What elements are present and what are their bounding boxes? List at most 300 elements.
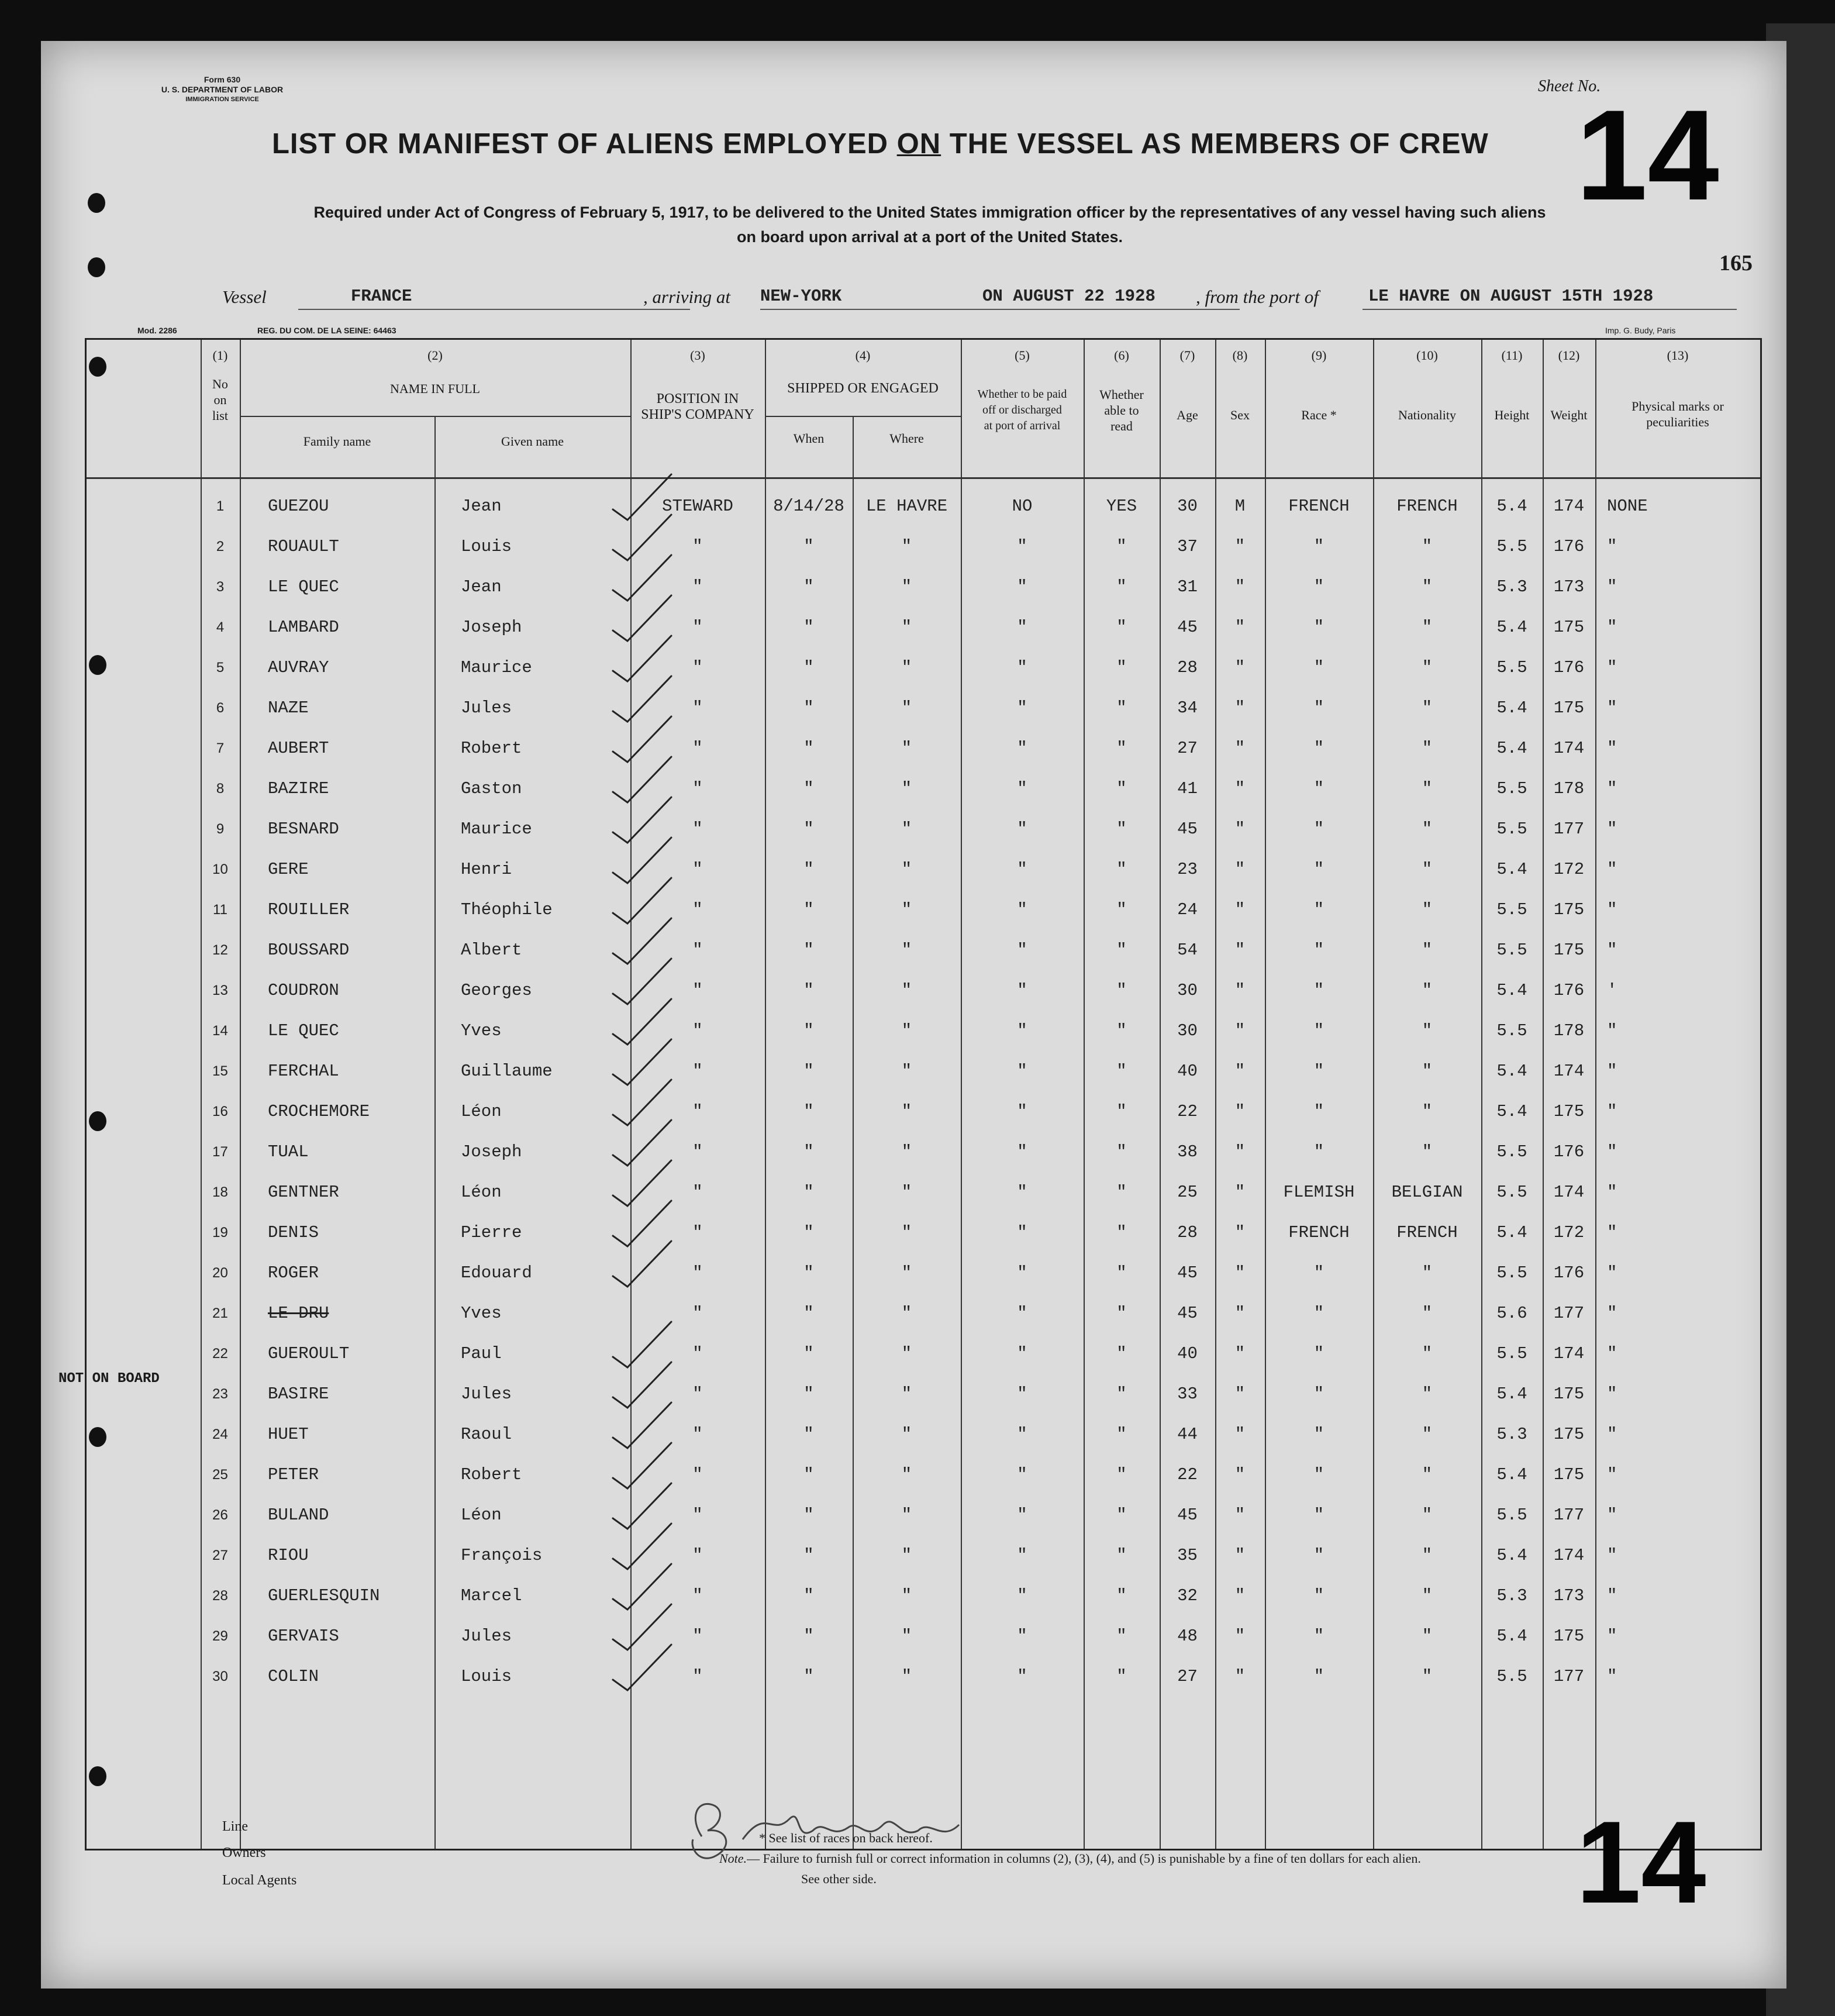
cell-marks: " — [1607, 860, 1617, 879]
cell-age: 41 — [1177, 779, 1198, 798]
cell-weight: 175 — [1553, 1384, 1585, 1404]
col-where-header: Where — [889, 431, 924, 446]
cell-no: 18 — [212, 1184, 228, 1200]
cell-sex: " — [1234, 1021, 1246, 1040]
check-mark — [613, 1120, 671, 1166]
col-shipped-header: SHIPPED OR ENGAGED — [787, 381, 939, 396]
cell-no: 28 — [212, 1588, 228, 1604]
cell-age: 45 — [1177, 819, 1198, 839]
department-name: U. S. DEPARTMENT OF LABOR — [161, 85, 284, 94]
cell-age: 40 — [1177, 1062, 1198, 1081]
sheet-label: Sheet No. — [1538, 77, 1601, 95]
cell-where: " — [901, 1183, 912, 1202]
cell-nationality: FRENCH — [1396, 497, 1458, 516]
cell-weight: 178 — [1553, 779, 1585, 798]
cell-weight: 172 — [1553, 860, 1585, 879]
cell-when: " — [803, 1062, 814, 1081]
cell-weight: 174 — [1553, 1183, 1585, 1202]
cell-paid: " — [1017, 1304, 1027, 1323]
cell-paid: " — [1017, 1505, 1027, 1525]
cell-height: 5.5 — [1496, 1344, 1527, 1363]
col-12-number: (12) — [1558, 348, 1580, 363]
cell-read: " — [1116, 1384, 1127, 1404]
cell-where: LE HAVRE — [865, 497, 948, 516]
cell-age: 33 — [1177, 1384, 1198, 1404]
cell-family: GUEZOU — [268, 497, 329, 516]
cell-no: 21 — [212, 1305, 228, 1321]
cell-where: " — [901, 698, 912, 718]
cell-no: 4 — [216, 619, 225, 635]
check-mark — [613, 1402, 671, 1448]
cell-age: 32 — [1177, 1586, 1198, 1605]
cell-when: " — [803, 618, 814, 637]
cell-age: 30 — [1177, 1021, 1198, 1040]
cell-nationality: " — [1422, 1465, 1433, 1484]
cell-weight: 175 — [1553, 1465, 1585, 1484]
cell-read: " — [1116, 1546, 1127, 1565]
cell-marks: " — [1607, 1223, 1617, 1242]
cell-height: 5.4 — [1496, 739, 1527, 758]
cell-where: " — [901, 1465, 912, 1484]
col-weight-header: Weight — [1550, 408, 1588, 422]
cell-nationality: " — [1422, 739, 1433, 758]
cell-paid: " — [1017, 1465, 1027, 1484]
title-part-on: ON — [896, 128, 941, 160]
cell-sex: " — [1234, 1223, 1246, 1242]
cell-sex: " — [1234, 1546, 1246, 1565]
manifest-page — [41, 41, 1786, 1989]
cell-paid: " — [1017, 739, 1027, 758]
cell-weight: 176 — [1553, 1142, 1585, 1162]
cell-paid: " — [1017, 1223, 1027, 1242]
cell-where: " — [901, 1021, 912, 1040]
cell-sex: " — [1234, 1465, 1246, 1484]
cell-no: 10 — [212, 861, 228, 877]
cell-weight: 175 — [1553, 1102, 1585, 1121]
cell-read: " — [1116, 1183, 1127, 1202]
title-part-1: LIST OR MANIFEST OF ALIENS EMPLOYED — [272, 128, 897, 160]
cell-family: GUEROULT — [268, 1344, 350, 1363]
cell-family: GERE — [268, 860, 309, 879]
cell-read: " — [1116, 1062, 1127, 1081]
cell-weight: 175 — [1553, 1626, 1585, 1646]
cell-paid: " — [1017, 860, 1027, 879]
cell-family: CROCHEMORE — [268, 1102, 370, 1121]
cell-given: Joseph — [461, 618, 522, 637]
cell-given: Jean — [461, 577, 502, 597]
check-mark — [613, 959, 671, 1004]
cell-weight: 174 — [1553, 739, 1585, 758]
cell-nationality: " — [1422, 819, 1433, 839]
cell-height: 5.6 — [1496, 1304, 1527, 1323]
check-mark — [613, 676, 671, 722]
cell-sex: " — [1234, 1062, 1246, 1081]
subtitle-line-2: on board upon arrival at a port of the United States. — [736, 228, 1123, 246]
cell-when: " — [803, 1586, 814, 1605]
cell-height: 5.4 — [1496, 860, 1527, 879]
cell-where: " — [901, 1546, 912, 1565]
cell-paid: " — [1017, 940, 1027, 960]
cell-race: " — [1313, 1626, 1324, 1646]
cell-weight: 176 — [1553, 537, 1585, 556]
cell-family: ROUAULT — [268, 537, 339, 556]
cell-marks: " — [1607, 940, 1617, 960]
cell-family: BULAND — [268, 1505, 329, 1525]
cell-height: 5.4 — [1496, 698, 1527, 718]
cell-no: 15 — [212, 1063, 228, 1079]
cell-nationality: " — [1422, 779, 1433, 798]
cell-no: 14 — [212, 1023, 228, 1039]
col-race-header: Race * — [1301, 408, 1337, 422]
cell-marks: " — [1607, 819, 1617, 839]
cell-position: " — [692, 779, 703, 798]
cell-read: " — [1116, 900, 1127, 919]
col-7-number: (7) — [1179, 348, 1195, 363]
col-paid-off-header: Whether to be paid off or discharged at port of arrival — [977, 388, 1067, 432]
cell-age: 30 — [1177, 497, 1198, 516]
cell-read: " — [1116, 1304, 1127, 1323]
cell-weight: 176 — [1553, 658, 1585, 677]
col-13-number: (13) — [1667, 348, 1689, 363]
cell-race: " — [1313, 658, 1324, 677]
from-underline — [1363, 309, 1737, 310]
cell-weight: 177 — [1553, 1667, 1585, 1686]
cell-weight: 175 — [1553, 940, 1585, 960]
cell-given: Paul — [461, 1344, 502, 1363]
cell-given: Jules — [461, 698, 512, 718]
bottom-sheet-number: 14 — [1576, 1797, 1706, 1928]
cell-age: 45 — [1177, 618, 1198, 637]
cell-sex: " — [1234, 1586, 1246, 1605]
cell-family: LE QUEC — [268, 1021, 339, 1040]
cell-marks: " — [1607, 1667, 1617, 1686]
cell-paid: " — [1017, 618, 1027, 637]
cell-marks: " — [1607, 1546, 1617, 1565]
cell-family: LE DRU — [268, 1304, 329, 1323]
cell-sex: " — [1234, 577, 1246, 597]
cell-where: " — [901, 1223, 912, 1242]
cell-read: " — [1116, 618, 1127, 637]
cell-read: " — [1116, 1344, 1127, 1363]
check-mark — [613, 1564, 671, 1610]
cell-given: Léon — [461, 1183, 502, 1202]
cell-marks: " — [1607, 1142, 1617, 1162]
sheet-number: 14 — [1576, 83, 1719, 227]
col-when-header: When — [793, 431, 825, 446]
cell-marks: " — [1607, 1102, 1617, 1121]
note-text: — Failure to furnish full or correct information in columns (2), (3), (4), and (5) is punishable by a fine of ten dollars for each alien. — [747, 1851, 1421, 1866]
check-mark — [613, 1322, 671, 1367]
cell-height: 5.5 — [1496, 940, 1527, 960]
cell-marks: " — [1607, 1505, 1617, 1525]
cell-paid: " — [1017, 577, 1027, 597]
cell-read: " — [1116, 1505, 1127, 1525]
cell-given: François — [461, 1546, 543, 1565]
cell-race: FRENCH — [1288, 1223, 1350, 1242]
cell-weight: 178 — [1553, 1021, 1585, 1040]
cell-height: 5.4 — [1496, 618, 1527, 637]
cell-marks: " — [1607, 1586, 1617, 1605]
cell-given: Louis — [461, 537, 512, 556]
col-10-number: (10) — [1416, 348, 1438, 363]
cell-when: " — [803, 1667, 814, 1686]
cell-no: 29 — [212, 1628, 228, 1644]
check-mark — [613, 1645, 671, 1690]
cell-sex: " — [1234, 981, 1246, 1000]
cell-weight: 176 — [1553, 1263, 1585, 1283]
cell-given: Georges — [461, 981, 532, 1000]
cell-position: " — [692, 658, 703, 677]
cell-height: 5.5 — [1496, 537, 1527, 556]
col-11-number: (11) — [1501, 348, 1523, 363]
cell-race: " — [1313, 1546, 1324, 1565]
footer-owners-label: Owners — [222, 1845, 266, 1860]
cell-age: 28 — [1177, 1223, 1198, 1242]
cell-position: " — [692, 819, 703, 839]
cell-race: " — [1313, 900, 1324, 919]
cell-where: " — [901, 779, 912, 798]
cell-read: " — [1116, 537, 1127, 556]
col-6-number: (6) — [1114, 348, 1129, 363]
cell-no: 9 — [216, 821, 225, 837]
cell-where: " — [901, 577, 912, 597]
cell-sex: " — [1234, 739, 1246, 758]
cell-where: " — [901, 658, 912, 677]
cell-family: GERVAIS — [268, 1626, 339, 1646]
cell-read: " — [1116, 1586, 1127, 1605]
cell-read: " — [1116, 779, 1127, 798]
cell-given: Henri — [461, 860, 512, 879]
footer-agents-label: Local Agents — [222, 1873, 297, 1888]
cell-when: " — [803, 1425, 814, 1444]
form-header — [146, 75, 298, 105]
cell-family: TUAL — [268, 1142, 309, 1162]
cell-weight: 173 — [1553, 1586, 1585, 1605]
cell-height: 5.5 — [1496, 779, 1527, 798]
cell-race: " — [1313, 1263, 1324, 1283]
cell-position: " — [692, 1263, 703, 1283]
cell-nationality: " — [1422, 658, 1433, 677]
check-mark — [613, 1241, 671, 1287]
cell-given: Léon — [461, 1102, 502, 1121]
not-on-board-note: NOT ON BOARD — [58, 1371, 160, 1387]
cell-race: " — [1313, 618, 1324, 637]
cell-nationality: " — [1422, 537, 1433, 556]
cell-age: 23 — [1177, 860, 1198, 879]
cell-race: " — [1313, 537, 1324, 556]
cell-read: " — [1116, 981, 1127, 1000]
cell-nationality: " — [1422, 1546, 1433, 1565]
check-mark — [613, 1604, 671, 1650]
cell-position: " — [692, 1102, 703, 1121]
arrival-date: ON AUGUST 22 1928 — [982, 287, 1156, 306]
cell-weight: 173 — [1553, 577, 1585, 597]
cell-given: Maurice — [461, 658, 532, 677]
cell-no: 13 — [212, 983, 228, 998]
cell-family: BOUSSARD — [268, 940, 350, 960]
cell-nationality: " — [1422, 900, 1433, 919]
check-mark — [613, 797, 671, 843]
footnote-see-other-side: See other side. — [801, 1872, 877, 1886]
col-read-header: Whether able to read — [1099, 387, 1144, 433]
registry-number: REG. DU COM. DE LA SEINE: 64463 — [257, 326, 396, 335]
cell-when: " — [803, 1021, 814, 1040]
cell-weight: 172 — [1553, 1223, 1585, 1242]
cell-race: " — [1313, 1304, 1324, 1323]
cell-weight: 175 — [1553, 698, 1585, 718]
cell-paid: NO — [1012, 497, 1033, 516]
cell-nationality: " — [1422, 1425, 1433, 1444]
cell-marks: " — [1607, 1425, 1617, 1444]
cell-when: " — [803, 1102, 814, 1121]
title-part-2: THE VESSEL AS MEMBERS OF CREW — [941, 128, 1489, 160]
arriving-port: NEW-YORK — [760, 287, 842, 306]
cell-sex: " — [1234, 900, 1246, 919]
cell-nationality: " — [1422, 1062, 1433, 1081]
cell-sex: " — [1234, 1667, 1246, 1686]
cell-read: " — [1116, 1102, 1127, 1121]
check-mark — [613, 918, 671, 964]
cell-race: " — [1313, 940, 1324, 960]
cell-read: " — [1116, 940, 1127, 960]
cell-no: 16 — [212, 1104, 228, 1119]
cell-paid: " — [1017, 1344, 1027, 1363]
cell-nationality: BELGIAN — [1391, 1183, 1463, 1202]
cell-weight: 176 — [1553, 981, 1585, 1000]
cell-weight: 174 — [1553, 1062, 1585, 1081]
cell-position: " — [692, 1021, 703, 1040]
cell-no: 2 — [216, 539, 225, 554]
cell-read: " — [1116, 860, 1127, 879]
cell-age: 24 — [1177, 900, 1198, 919]
cell-sex: " — [1234, 698, 1246, 718]
col-given-name-header: Given name — [501, 434, 564, 449]
cell-age: 31 — [1177, 577, 1198, 597]
cell-where: " — [901, 819, 912, 839]
cell-no: 25 — [212, 1467, 228, 1483]
cell-weight: 177 — [1553, 1304, 1585, 1323]
footer-line-label: Line — [222, 1819, 248, 1834]
cell-where: " — [901, 1304, 912, 1323]
cell-age: 25 — [1177, 1183, 1198, 1202]
cell-read: " — [1116, 1021, 1127, 1040]
cell-age: 38 — [1177, 1142, 1198, 1162]
cell-age: 34 — [1177, 698, 1198, 718]
cell-sex: " — [1234, 1142, 1246, 1162]
page-number: 165 — [1719, 251, 1753, 275]
cell-age: 22 — [1177, 1102, 1198, 1121]
cell-given: Maurice — [461, 819, 532, 839]
cell-race: " — [1313, 819, 1324, 839]
service-name: IMMIGRATION SERVICE — [185, 96, 259, 103]
cell-read: " — [1116, 1425, 1127, 1444]
cell-when: " — [803, 981, 814, 1000]
cell-where: " — [901, 1626, 912, 1646]
cell-paid: " — [1017, 1626, 1027, 1646]
cell-marks: " — [1607, 698, 1617, 718]
cell-height: 5.5 — [1496, 819, 1527, 839]
cell-when: " — [803, 860, 814, 879]
cell-family: BESNARD — [268, 819, 339, 839]
cell-age: 45 — [1177, 1304, 1198, 1323]
cell-height: 5.5 — [1496, 658, 1527, 677]
cell-position: " — [692, 940, 703, 960]
cell-family: PETER — [268, 1465, 319, 1484]
check-mark — [613, 555, 671, 601]
cell-read: " — [1116, 1626, 1127, 1646]
page-title — [272, 127, 1489, 160]
cell-sex: " — [1234, 1304, 1246, 1323]
col-9-number: (9) — [1311, 348, 1327, 363]
cell-where: " — [901, 1263, 912, 1283]
cell-nationality: " — [1422, 698, 1433, 718]
cell-nationality: " — [1422, 1384, 1433, 1404]
cell-where: " — [901, 1344, 912, 1363]
cell-race: " — [1313, 860, 1324, 879]
cell-where: " — [901, 1586, 912, 1605]
cell-where: " — [901, 1142, 912, 1162]
cell-family: ROGER — [268, 1263, 319, 1283]
check-mark — [613, 716, 671, 762]
check-mark — [613, 1201, 671, 1246]
cell-family: AUVRAY — [268, 658, 329, 677]
cell-where: " — [901, 1102, 912, 1121]
cell-given: Jules — [461, 1626, 512, 1646]
cell-family: COLIN — [268, 1667, 319, 1686]
cell-no: 26 — [212, 1507, 228, 1523]
cell-no: 1 — [216, 498, 225, 514]
cell-no: 11 — [213, 902, 227, 918]
cell-family: HUET — [268, 1425, 309, 1444]
cell-paid: " — [1017, 537, 1027, 556]
cell-given: Marcel — [461, 1586, 522, 1605]
cell-nationality: FRENCH — [1396, 1223, 1458, 1242]
check-mark — [613, 878, 671, 923]
cell-position: " — [692, 1062, 703, 1081]
cell-age: 40 — [1177, 1344, 1198, 1363]
footnote-penalty — [719, 1851, 1421, 1866]
arriving-label: , arriving at — [643, 287, 730, 307]
cell-sex: " — [1234, 1344, 1246, 1363]
cell-given: Pierre — [461, 1223, 522, 1242]
cell-no: 22 — [212, 1346, 228, 1362]
cell-race: " — [1313, 1384, 1324, 1404]
cell-family: BASIRE — [268, 1384, 329, 1404]
binder-hole — [88, 193, 105, 213]
cell-when: " — [803, 1223, 814, 1242]
cell-no: 12 — [212, 942, 228, 958]
cell-family: GENTNER — [268, 1183, 339, 1202]
cell-family: COUDRON — [268, 981, 339, 1000]
cell-family: RIOU — [268, 1546, 309, 1565]
cell-read: " — [1116, 1465, 1127, 1484]
cell-when: " — [803, 1263, 814, 1283]
cell-position: " — [692, 1626, 703, 1646]
cell-when: " — [803, 1304, 814, 1323]
cell-nationality: " — [1422, 577, 1433, 597]
cell-race: " — [1313, 1021, 1324, 1040]
cell-when: " — [803, 739, 814, 758]
cell-read: " — [1116, 698, 1127, 718]
cell-height: 5.4 — [1496, 1546, 1527, 1565]
check-mark — [613, 1524, 671, 1569]
cell-height: 5.4 — [1496, 1465, 1527, 1484]
cell-when: " — [803, 1384, 814, 1404]
cell-family: BAZIRE — [268, 779, 329, 798]
cell-family: LAMBARD — [268, 618, 339, 637]
cell-read: " — [1116, 739, 1127, 758]
check-mark — [613, 515, 671, 560]
